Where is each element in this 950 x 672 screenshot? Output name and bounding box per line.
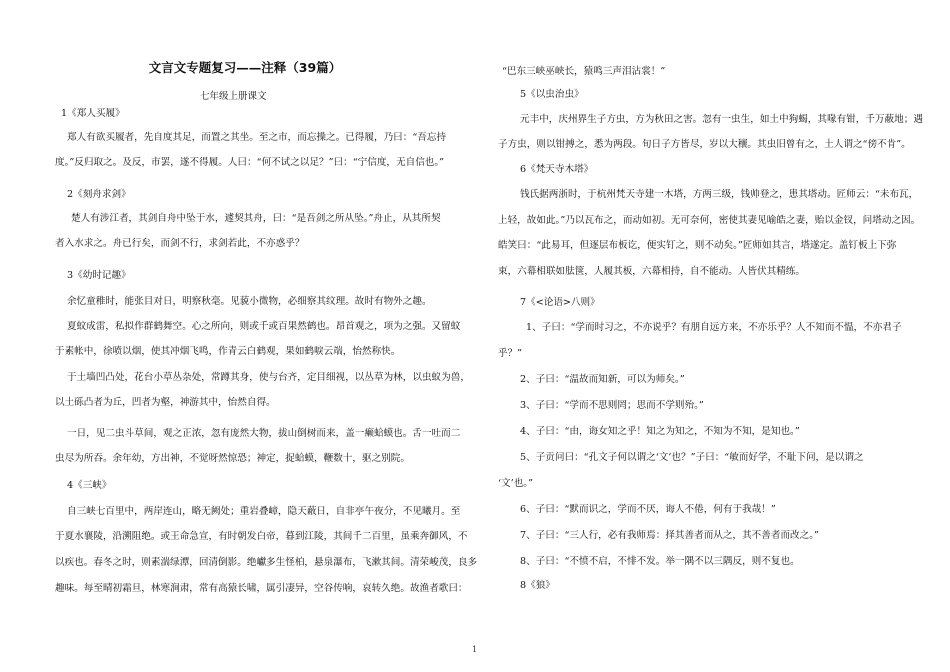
text-line: 2《刻舟求剑》 — [67, 189, 131, 200]
text-line: 余忆童稚时，能张目对日，明察秋毫。见藐小微物，必细察其纹理。故时有物外之趣。 — [67, 296, 432, 307]
text-line: 钱氏据两浙时，于杭州梵天寺建一木塔，方两三级，钱帅登之，患其塔动。匠师云：“未布瓦， — [520, 189, 919, 200]
text-line: 子方虫，则以钳搏之，悉为两段。旬日子方皆尽，岁以大穰。其虫旧曾有之，土人谓之“傍不肯”。 — [498, 139, 911, 150]
text-line: 8、子曰：“不愤不启，不悱不发。举一隅不以三隅反，则不复也。 — [520, 556, 800, 567]
text-line: 束，六幕相联如胠箧，人履其板，六幕相持，自不能动。人皆伏其精练。 — [498, 266, 805, 277]
document-subtitle: 七年级上册课文 — [200, 91, 267, 102]
text-line: 趣味。每至晴初霜旦，林寒涧肃，常有高猿长啸，属引凄异，空谷传响，哀转久绝。故渔者歌曰： — [55, 583, 468, 594]
text-line: 元丰中，庆州界生子方虫，方为秋田之害。忽有一虫生，如土中狗蝎，其喙有钳，千万蔽地；遇 — [520, 114, 923, 125]
text-line: 自三峡七百里中，两岸连山，略无阙处；重岩叠嶂，隐天蔽日，自非亭午夜分，不见曦月。至 — [67, 506, 461, 517]
text-line: 上轻，故如此。”乃以瓦布之，而动如初。无可奈何，密使其妻见喻皓之妻，贻以金钗，问塔动之因。 — [498, 215, 921, 226]
text-line: 3《幼时记趣》 — [67, 270, 131, 281]
text-line: 皓笑曰：“此易耳，但逐层布板讫，便实钉之，则不动矣。”匠师如其言，塔遂定。盖钉板上下弥 — [498, 240, 897, 251]
text-line: 夏蚊成雷，私拟作群鹤舞空。心之所向，则或千或百果然鹤也。昂首观之，项为之强。又留蚊 — [67, 321, 461, 332]
text-line: 以土砾凸者为丘，凹者为壑，神游其中，怡然自得。 — [55, 397, 276, 408]
text-line: 1、子曰：“学而时习之，不亦说乎？有朋自远方来，不亦乐乎？人不知而不愠，不亦君子 — [526, 322, 902, 333]
text-line: 3、子曰：“学而不思则罔；思而不学则殆。” — [520, 400, 704, 411]
text-line: 2、子曰：“温故而知新，可以为师矣。” — [520, 374, 685, 385]
text-line: 7《<论语>八则》 — [520, 297, 600, 308]
document-title: 文言文专题复习——注释（39篇） — [148, 60, 342, 75]
text-line: 4、子曰：“由，诲女知之乎！知之为知之，不知为不知，是知也。” — [520, 426, 800, 437]
text-line: 虫尽为所吞。余年幼，方出神，不觉呀然惊恐；神定，捉蛤蟆，鞭数十，驱之别院。 — [55, 453, 410, 464]
text-line: 5、子贡问曰：“孔文子何以谓之‘文’也？”子曰：“敏而好学，不耻下问，是以谓之 — [520, 452, 864, 463]
text-line: “巴东三峡巫峡长，猿鸣三声泪沾裳！” — [502, 66, 666, 77]
text-line: 1《郑人买履》 — [61, 108, 125, 119]
text-line: 者入水求之。舟已行矣，而剑不行，求剑若此，不亦惑乎？ — [55, 238, 305, 249]
text-line: 4《三峡》 — [67, 480, 112, 491]
page-number: 1 — [472, 645, 478, 654]
text-line: 6、子曰：“默而识之，学而不厌，诲人不倦，何有于我哉！” — [520, 504, 776, 515]
text-line: ‘文’也。” — [498, 478, 533, 489]
text-line: 5《以虫治虫》 — [520, 89, 584, 100]
text-line: 于土墙凹凸处，花台小草丛杂处，常蹲其身，使与台齐，定目细视，以丛草为林，以虫蚁为兽， — [67, 372, 470, 383]
text-line: 以疾也。春冬之时，则素湍绿潭，回清倒影。绝巘多生怪柏，悬泉瀑布，飞漱其间。清荣峻茂，良多 — [55, 557, 478, 568]
text-line: 郑人有欲买履者，先自度其足，而置之其坐。至之市，而忘操之。已得履，乃曰：“吾忘持 — [67, 132, 447, 143]
text-line: 8《狼》 — [520, 580, 555, 591]
text-line: 一日，见二虫斗草间，观之正浓，忽有庞然大物，拔山倒树而来，盖一癞蛤蟆也。舌一吐而二 — [67, 428, 461, 439]
text-line: 度。”反归取之。及反，市罢，遂不得履。人曰：“何不试之以足？”曰：“宁信度，无自信也。” — [55, 157, 445, 168]
text-line: 于素帐中，徐喷以烟，使其冲烟飞鸣，作青云白鹤观，果如鹤唳云端，怡然称快。 — [55, 346, 401, 357]
text-line: 7、子曰：“三人行，必有我师焉：择其善者而从之，其不善者而改之。” — [520, 530, 819, 541]
text-line: 于夏水襄陵，沿溯阻绝。或王命急宣，有时朝发白帝，暮到江陵，其间千二百里，虽乘奔御风，不 — [55, 531, 468, 542]
text-line: 楚人有涉江者，其剑自舟中坠于水，遽契其舟，曰：“是吾剑之所从坠。”舟止，从其所契 — [71, 213, 441, 224]
text-line: 6《梵天寺木塔》 — [520, 164, 594, 175]
text-line: 乎？” — [498, 348, 523, 359]
